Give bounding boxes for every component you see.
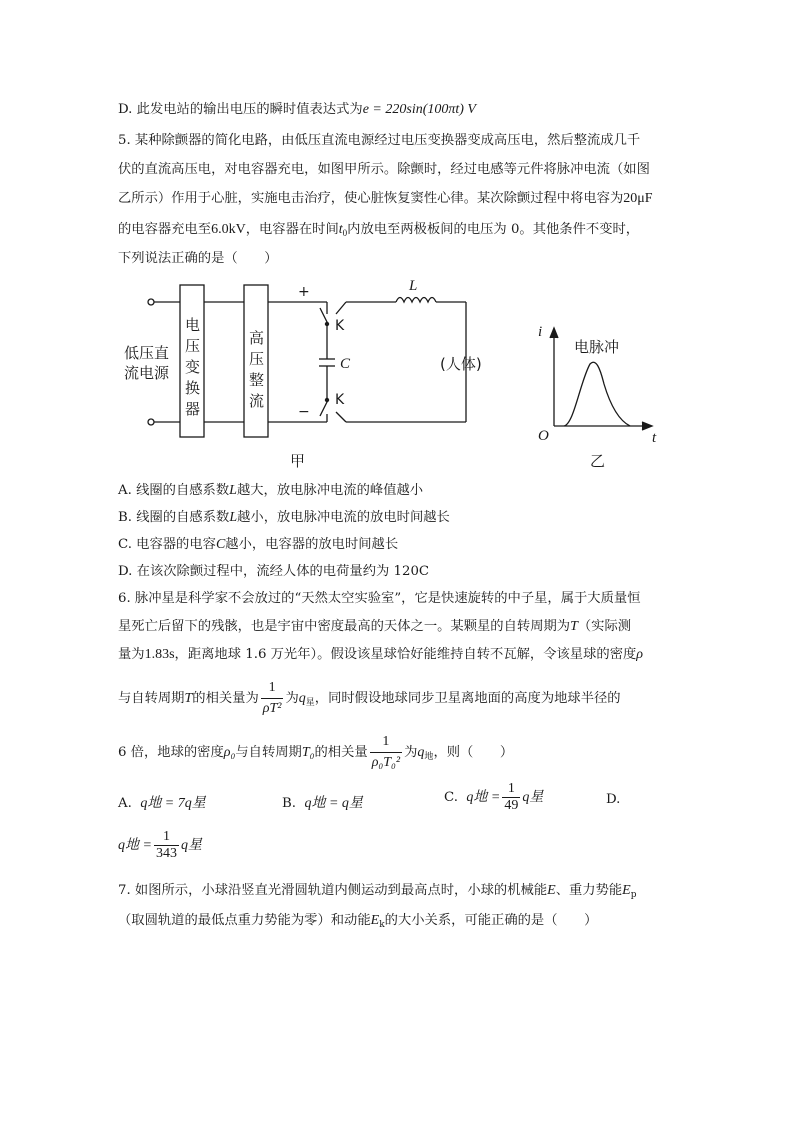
denominator: 343 xyxy=(155,846,177,861)
q6-option-d-label: D. xyxy=(606,792,621,807)
option-text: 在该次除颤过程中，流经人体的电荷量约为 120C xyxy=(136,564,430,579)
q5-stem-line-3 xyxy=(118,189,653,209)
converter-char: 器 xyxy=(185,400,201,418)
option-var: L xyxy=(229,483,237,498)
var-T: T xyxy=(184,691,193,706)
q5-option-b xyxy=(118,508,450,528)
figure-pulse-yi xyxy=(530,318,690,468)
numerator: 1 xyxy=(162,829,170,844)
option-text: 越大，放电脉冲电流的峰值越小 xyxy=(236,483,424,498)
option-text: 越小，电容器的放电时间越长 xyxy=(225,537,399,552)
option-formula: q地 = xyxy=(118,838,152,853)
rectifier-char: 压 xyxy=(249,350,265,368)
text: ，则（ ） xyxy=(433,745,514,760)
converter-char: 压 xyxy=(185,337,201,355)
option-text: 线圈的自感系数 xyxy=(136,510,230,525)
var-rho0: ρ₀ xyxy=(223,745,236,760)
rectifier-char: 整 xyxy=(249,371,265,389)
option-text: 此发电站的输出电压的瞬时值表达式为 xyxy=(136,102,363,117)
text: ，电容器在时间 xyxy=(245,222,339,237)
converter-char: 变 xyxy=(185,358,201,376)
text: 量为 xyxy=(118,647,145,662)
fraction-1-over-rho0T02 xyxy=(370,732,402,773)
q6-option-b xyxy=(282,792,363,812)
text: 6 倍，地球的密度 xyxy=(118,745,224,760)
q6-stem-line-3 xyxy=(118,645,643,665)
rectifier-char: 高 xyxy=(249,329,265,347)
text: ，同时假设地球同步卫星离地面的高度为地球半径的 xyxy=(314,691,621,706)
option-label: A. xyxy=(118,796,132,811)
t0-sub: 0 xyxy=(342,228,348,238)
fraction-1-over-49 xyxy=(502,781,520,814)
option-label: C. xyxy=(444,790,458,805)
option-label: A. xyxy=(118,483,132,498)
numerator: 1 xyxy=(507,781,515,796)
text: 的相关量为 xyxy=(192,691,259,706)
var-T0: T₀ xyxy=(301,745,315,760)
voltage-value: 6.0kV xyxy=(211,222,246,237)
plus-sign: + xyxy=(298,284,310,300)
source-label-line2: 流电源 xyxy=(124,364,170,382)
option-var: L xyxy=(229,510,238,525)
q5-option-d xyxy=(118,562,429,582)
option-formula: q地 = xyxy=(466,790,501,805)
sub: 地 xyxy=(424,752,434,762)
switch-bottom-blade xyxy=(320,400,328,416)
terminal-bottom-left xyxy=(148,419,154,425)
converter-char: 电 xyxy=(185,316,201,334)
option-text: 电容器的电容 xyxy=(136,537,216,552)
text: 的电容器充电至 xyxy=(118,222,212,237)
t0-var: t xyxy=(338,222,343,237)
numerator: 1 xyxy=(382,734,390,749)
switch-k-bottom: K xyxy=(335,392,345,408)
sub: 星 xyxy=(305,698,315,708)
q6-option-c xyxy=(444,781,543,814)
option-formula: q地 = 7q星 xyxy=(140,796,206,811)
option-formula: q星 xyxy=(180,838,202,853)
q5-stem-line-1: 5. 某种除颤器的简化电路，由低压直流电源经过电压变换器变成高压电，然后整流成几千 xyxy=(118,133,641,148)
var-T: T xyxy=(570,619,578,634)
q7-stem-line-1 xyxy=(118,881,637,905)
text: 星死亡后留下的残骸，也是宇宙中密度最高的天体之一。某颗星的自转周期为 xyxy=(118,619,571,634)
body-label: (人体) xyxy=(440,355,482,373)
inductor-coil xyxy=(396,298,436,303)
axis-t-label: t xyxy=(652,430,657,446)
pulse-label: 电脉冲 xyxy=(574,338,620,356)
text: 的相关量 xyxy=(314,745,368,760)
var-q: q xyxy=(417,745,425,760)
option-label: D. xyxy=(118,102,133,117)
sub: p xyxy=(630,890,637,900)
option-label: C. xyxy=(118,537,132,552)
q5-stem-line-2: 伏的直流高压电，对电容器充电，如图甲所示。除颤时，经过电感等元件将脉冲电流（如图 xyxy=(118,162,650,177)
option-label: B. xyxy=(282,796,296,811)
fraction-1-over-343 xyxy=(154,829,179,862)
text: （取圆轨道的最低点重力势能为零）和动能 xyxy=(118,913,371,928)
var-rho: ρ xyxy=(636,647,644,662)
figure-circuit-jia xyxy=(118,274,508,474)
text: 、重力势能 xyxy=(555,883,623,898)
text: 乙所示）作用于心脏，实施电击治疗，使心脏恢复窦性心律。某次除颤过程中将电容为 xyxy=(118,191,624,206)
axis-i-label: i xyxy=(538,324,543,340)
denominator: ρ₀T₀² xyxy=(370,752,402,773)
switch-k-top: K xyxy=(335,318,345,334)
q6-stem-line-4 xyxy=(118,678,621,719)
converter-char: 换 xyxy=(185,379,201,397)
q4-option-d xyxy=(118,100,476,120)
q5-option-a xyxy=(118,481,423,501)
figure-caption-yi: 乙 xyxy=(590,452,606,468)
option-label: D. xyxy=(118,564,133,579)
inductor-label: L xyxy=(409,278,418,294)
q6-stem-line-1: 6. 脉冲星是科学家不会放过的“天然太空实验室”，它是快速旋转的中子星，属于大质量恒 xyxy=(118,591,641,606)
text: 内放电至两极板间的电压为 0。其他条件不变时， xyxy=(347,222,640,237)
option-var: C xyxy=(215,537,226,552)
rectifier-char: 流 xyxy=(249,392,265,410)
pulse-curve xyxy=(564,362,630,426)
fraction-1-over-rhoT2 xyxy=(261,678,284,719)
denominator: ρT² xyxy=(261,698,284,719)
q5-stem-line-4 xyxy=(118,220,639,243)
option-formula: q地 = q星 xyxy=(304,796,363,811)
text: 与自转周期 xyxy=(235,745,302,760)
var-Ek: E xyxy=(370,913,380,928)
q6-stem-line-5 xyxy=(118,732,513,773)
text: 为 xyxy=(285,691,299,706)
text: （实际测 xyxy=(577,619,632,634)
numerator: 1 xyxy=(268,680,276,695)
minus-sign: − xyxy=(298,404,310,420)
capacitance-value: 20μF xyxy=(623,191,653,206)
q5-option-c xyxy=(118,535,398,555)
text: 的大小关系，可能正确的是（ ） xyxy=(384,913,598,928)
var-q: q xyxy=(298,691,306,706)
var-E: E xyxy=(547,883,556,898)
q6-option-a xyxy=(118,792,206,812)
figure-caption-jia: 甲 xyxy=(290,452,306,470)
denominator: 49 xyxy=(504,798,519,813)
text: ，距离地球 1.6 万光年）。假设该星球恰好能维持自转不瓦解，令该星球的密度 xyxy=(174,647,637,662)
source-label-line1: 低压直 xyxy=(124,344,170,362)
option-text: 线圈的自感系数 xyxy=(136,483,230,498)
period-value: 1.83s xyxy=(144,647,175,662)
var-Ep: E xyxy=(622,883,631,898)
formula: e = 220sin(100πt) V xyxy=(362,102,476,117)
capacitor-label: C xyxy=(340,356,351,372)
text: 与自转周期 xyxy=(118,691,185,706)
option-formula: q星 xyxy=(522,790,544,805)
terminal-top-left xyxy=(148,299,154,305)
q6-stem-line-2 xyxy=(118,617,631,637)
text: 为 xyxy=(404,745,418,760)
option-label: B. xyxy=(118,510,132,525)
origin-label: O xyxy=(538,428,549,444)
text: 7. 如图所示，小球沿竖直光滑圆轨道内侧运动到最高点时，小球的机械能 xyxy=(118,883,548,898)
sub: k xyxy=(379,920,385,930)
option-text: 越小，放电脉冲电流的放电时间越长 xyxy=(237,510,450,525)
q5-stem-line-5: 下列说法正确的是（ ） xyxy=(118,251,278,266)
q7-stem-line-2 xyxy=(118,911,597,935)
q6-option-d xyxy=(118,829,202,862)
